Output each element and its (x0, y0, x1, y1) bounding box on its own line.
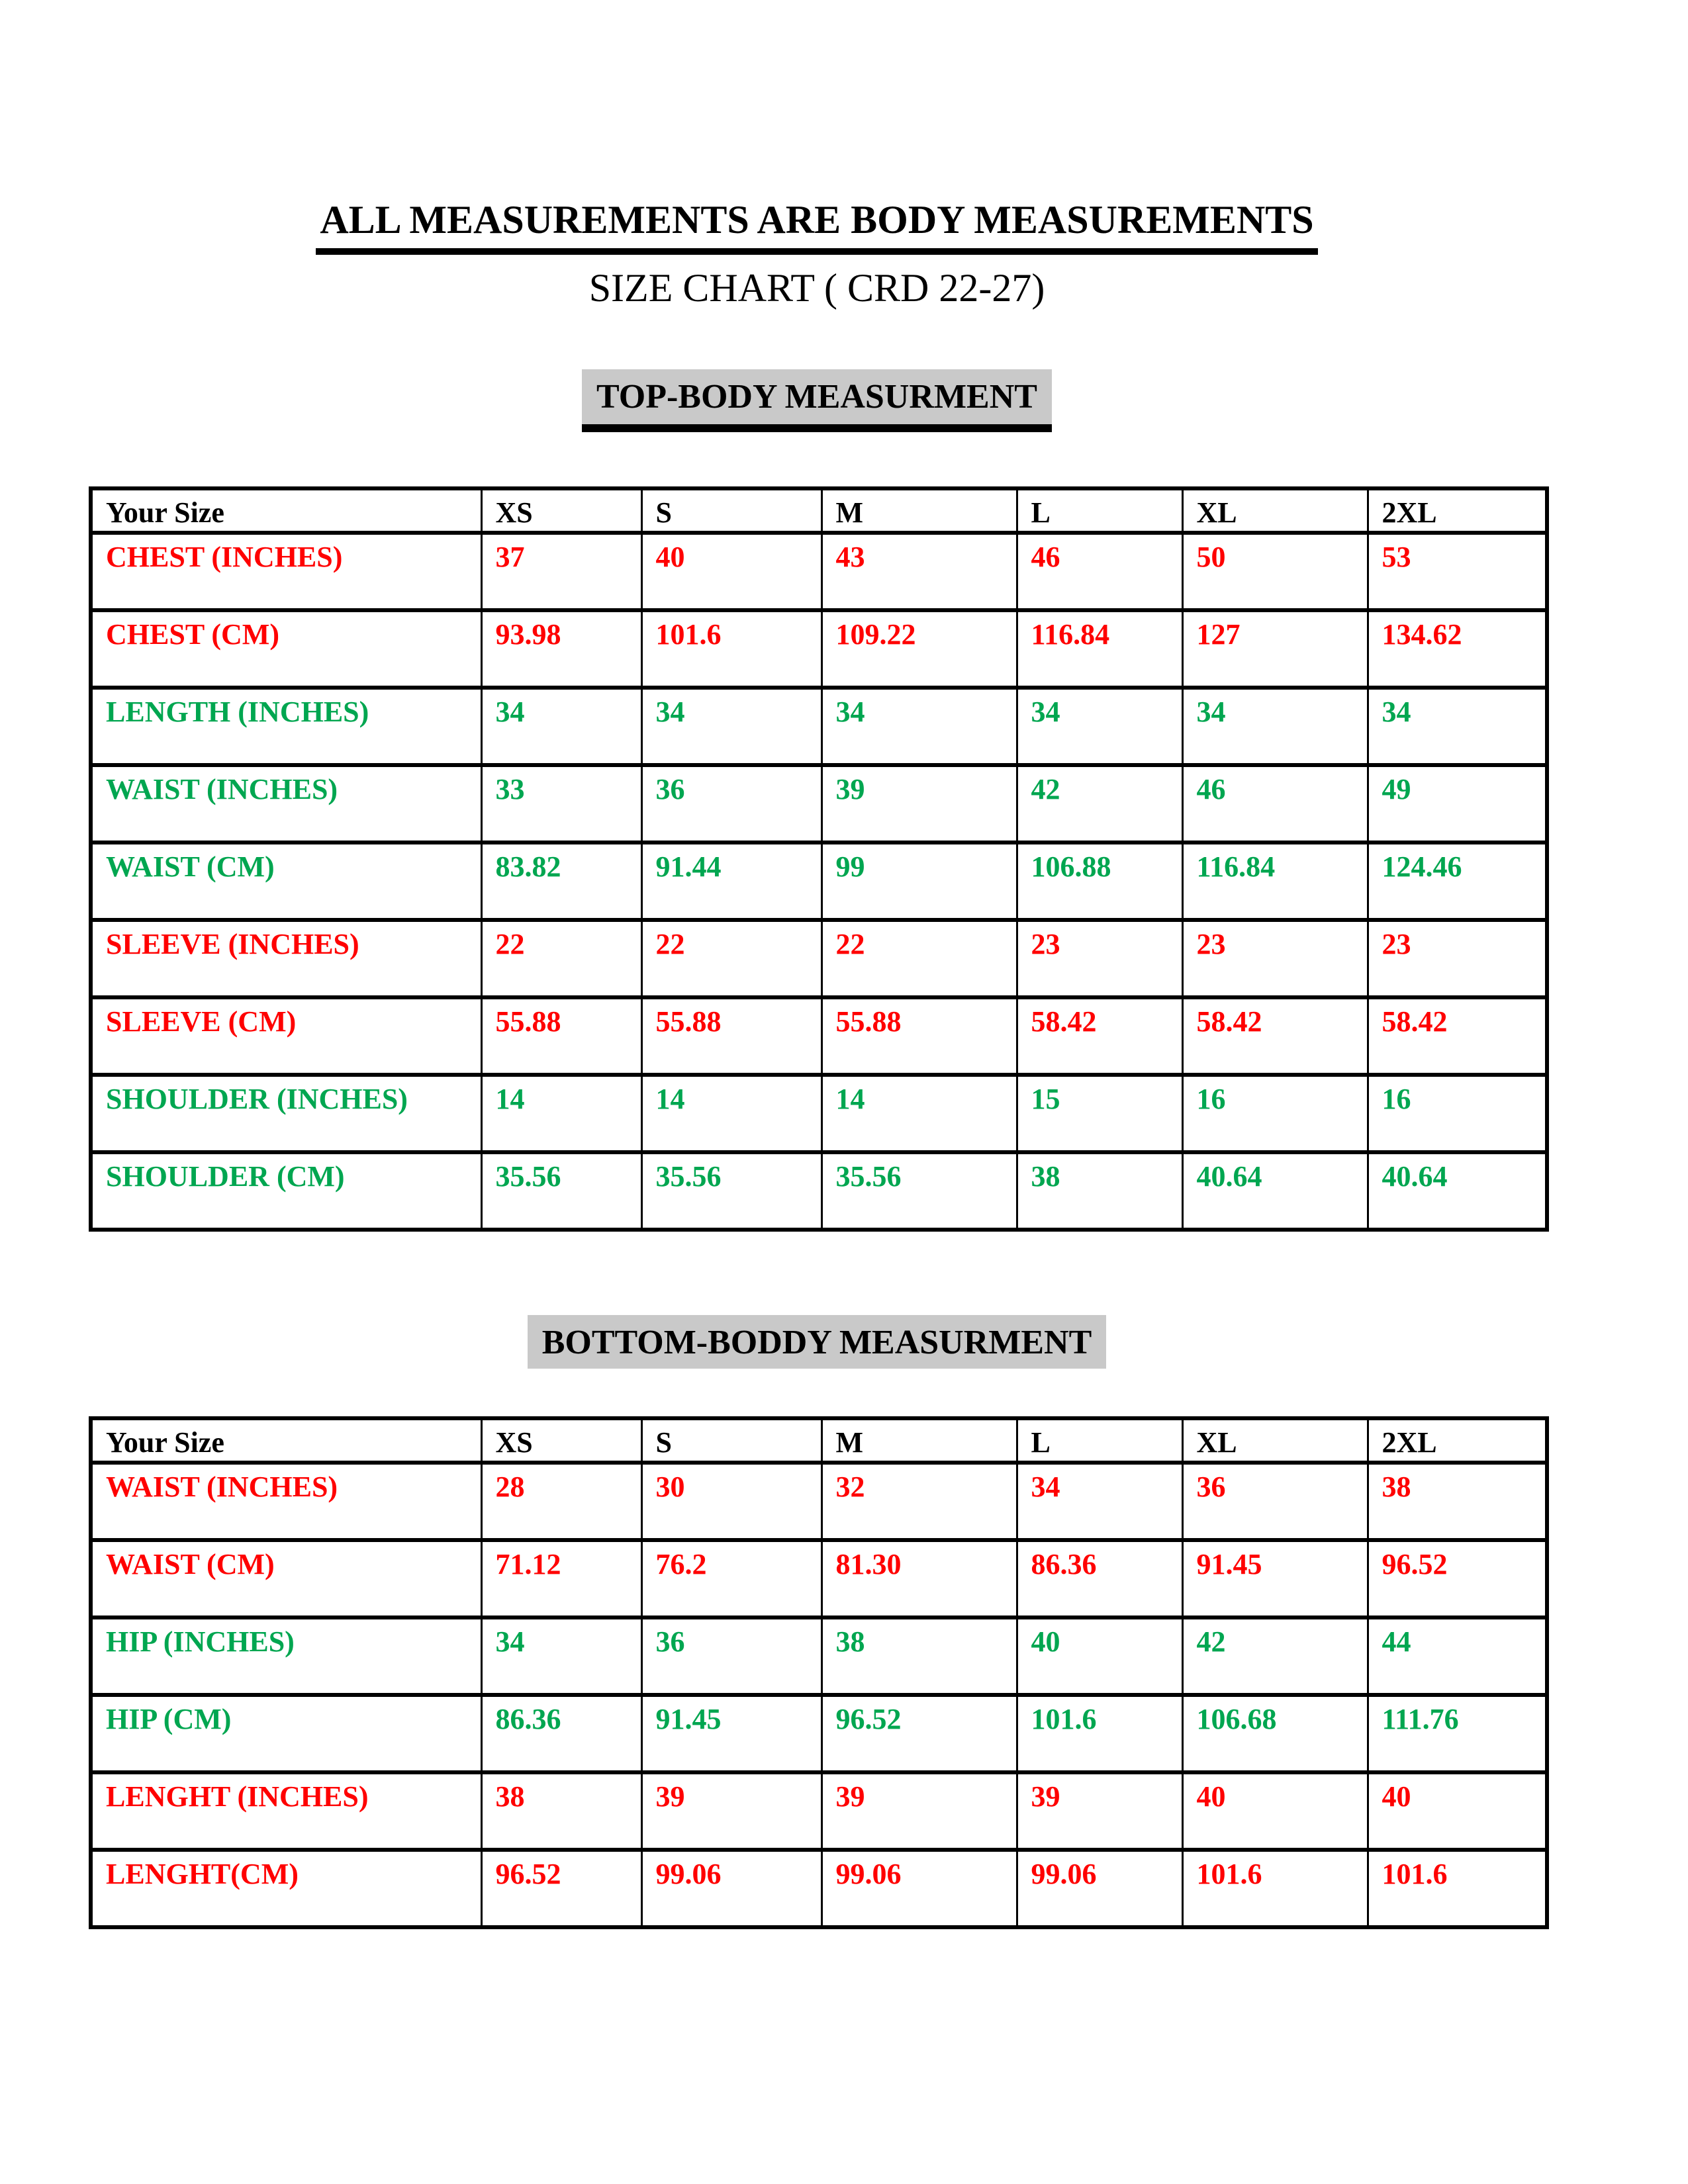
value-cell: 38 (481, 1772, 641, 1850)
value-cell: 34 (481, 688, 641, 765)
section-heading-bottom-body-text: BOTTOM-BODDY MEASURMENT (528, 1315, 1107, 1369)
value-cell: 30 (641, 1463, 821, 1540)
table-row (91, 1695, 1547, 1772)
size-column-header: XL (1182, 1418, 1368, 1463)
document-subtitle: SIZE CHART ( CRD 22-27) (588, 266, 1045, 310)
table-row (91, 842, 1547, 920)
value-cell: 14 (481, 1075, 641, 1152)
row-label: LENGHT(CM) (91, 1850, 481, 1927)
value-cell: 38 (1017, 1152, 1182, 1230)
value-cell: 38 (1368, 1463, 1547, 1540)
table-row (91, 1850, 1547, 1927)
value-cell: 34 (641, 688, 821, 765)
table-row (91, 997, 1547, 1075)
value-cell: 91.45 (1182, 1540, 1368, 1617)
value-cell: 36 (641, 1617, 821, 1695)
value-cell: 116.84 (1182, 842, 1368, 920)
value-cell: 35.56 (641, 1152, 821, 1230)
row-label: SLEEVE (CM) (91, 997, 481, 1075)
value-cell: 22 (821, 920, 1017, 997)
value-cell: 127 (1182, 610, 1368, 688)
value-cell: 99.06 (1017, 1850, 1182, 1927)
document-title-text: ALL MEASUREMENTS ARE BODY MEASUREMENTS (316, 197, 1317, 255)
value-cell: 86.36 (481, 1695, 641, 1772)
table-row (91, 533, 1547, 610)
value-cell: 39 (821, 1772, 1017, 1850)
size-column-header: S (641, 1418, 821, 1463)
table-row (91, 1617, 1547, 1695)
value-cell: 39 (641, 1772, 821, 1850)
value-cell: 34 (1017, 1463, 1182, 1540)
row-label: WAIST (CM) (91, 842, 481, 920)
row-label: SLEEVE (INCHES) (91, 920, 481, 997)
value-cell: 96.52 (821, 1695, 1017, 1772)
value-cell: 14 (641, 1075, 821, 1152)
row-label: SHOULDER (INCHES) (91, 1075, 481, 1152)
value-cell: 40 (1017, 1617, 1182, 1695)
value-cell: 91.45 (641, 1695, 821, 1772)
value-cell: 34 (821, 688, 1017, 765)
value-cell: 93.98 (481, 610, 641, 688)
value-cell: 81.30 (821, 1540, 1017, 1617)
header-row (91, 488, 1547, 533)
value-cell: 101.6 (641, 610, 821, 688)
value-cell: 35.56 (821, 1152, 1017, 1230)
value-cell: 40 (641, 533, 821, 610)
size-column-header: XS (481, 488, 641, 533)
row-label: SHOULDER (CM) (91, 1152, 481, 1230)
table-row (91, 920, 1547, 997)
value-cell: 34 (1017, 688, 1182, 765)
size-column-header: XL (1182, 488, 1368, 533)
row-label: LENGTH (INCHES) (91, 688, 481, 765)
size-column-header: S (641, 488, 821, 533)
value-cell: 38 (821, 1617, 1017, 1695)
document-title (89, 197, 1545, 255)
value-cell: 34 (481, 1617, 641, 1695)
value-cell: 116.84 (1017, 610, 1182, 688)
value-cell: 55.88 (641, 997, 821, 1075)
value-cell: 22 (481, 920, 641, 997)
value-cell: 46 (1017, 533, 1182, 610)
value-cell: 32 (821, 1463, 1017, 1540)
value-cell: 58.42 (1368, 997, 1547, 1075)
top-body-table (89, 486, 1549, 1232)
value-cell: 53 (1368, 533, 1547, 610)
value-cell: 23 (1017, 920, 1182, 997)
row-label: WAIST (CM) (91, 1540, 481, 1617)
value-cell: 96.52 (1368, 1540, 1547, 1617)
value-cell: 22 (641, 920, 821, 997)
row-label: HIP (CM) (91, 1695, 481, 1772)
table-row (91, 1463, 1547, 1540)
header-row (91, 1418, 1547, 1463)
value-cell: 124.46 (1368, 842, 1547, 920)
value-cell: 86.36 (1017, 1540, 1182, 1617)
table-row (91, 610, 1547, 688)
value-cell: 55.88 (821, 997, 1017, 1075)
value-cell: 33 (481, 765, 641, 842)
value-cell: 35.56 (481, 1152, 641, 1230)
row-label: WAIST (INCHES) (91, 1463, 481, 1540)
value-cell: 106.68 (1182, 1695, 1368, 1772)
section-heading-top-body-text: TOP-BODY MEASURMENT (582, 369, 1052, 432)
value-cell: 76.2 (641, 1540, 821, 1617)
value-cell: 40 (1368, 1772, 1547, 1850)
value-cell: 43 (821, 533, 1017, 610)
value-cell: 99 (821, 842, 1017, 920)
row-label: WAIST (INCHES) (91, 765, 481, 842)
value-cell: 106.88 (1017, 842, 1182, 920)
value-cell: 58.42 (1182, 997, 1368, 1075)
value-cell: 34 (1182, 688, 1368, 765)
value-cell: 16 (1368, 1075, 1547, 1152)
value-cell: 101.6 (1017, 1695, 1182, 1772)
row-label: CHEST (INCHES) (91, 533, 481, 610)
value-cell: 39 (821, 765, 1017, 842)
section-heading-bottom-body (89, 1315, 1545, 1369)
table-row (91, 688, 1547, 765)
size-column-header: 2XL (1368, 488, 1547, 533)
size-column-header: M (821, 1418, 1017, 1463)
value-cell: 109.22 (821, 610, 1017, 688)
value-cell: 15 (1017, 1075, 1182, 1152)
value-cell: 39 (1017, 1772, 1182, 1850)
size-label-header: Your Size (91, 1418, 481, 1463)
value-cell: 83.82 (481, 842, 641, 920)
row-label: LENGHT (INCHES) (91, 1772, 481, 1850)
value-cell: 134.62 (1368, 610, 1547, 688)
table-row (91, 1152, 1547, 1230)
value-cell: 96.52 (481, 1850, 641, 1927)
value-cell: 40 (1182, 1772, 1368, 1850)
value-cell: 44 (1368, 1617, 1547, 1695)
value-cell: 36 (1182, 1463, 1368, 1540)
value-cell: 111.76 (1368, 1695, 1547, 1772)
row-label: CHEST (CM) (91, 610, 481, 688)
size-column-header: L (1017, 488, 1182, 533)
value-cell: 99.06 (821, 1850, 1017, 1927)
value-cell: 34 (1368, 688, 1547, 765)
value-cell: 37 (481, 533, 641, 610)
size-column-header: L (1017, 1418, 1182, 1463)
size-column-header: 2XL (1368, 1418, 1547, 1463)
table-row (91, 765, 1547, 842)
value-cell: 101.6 (1182, 1850, 1368, 1927)
section-heading-top-body (89, 369, 1545, 432)
value-cell: 58.42 (1017, 997, 1182, 1075)
value-cell: 99.06 (641, 1850, 821, 1927)
value-cell: 28 (481, 1463, 641, 1540)
row-label: HIP (INCHES) (91, 1617, 481, 1695)
size-label-header: Your Size (91, 488, 481, 533)
table-row (91, 1540, 1547, 1617)
value-cell: 42 (1182, 1617, 1368, 1695)
value-cell: 14 (821, 1075, 1017, 1152)
value-cell: 49 (1368, 765, 1547, 842)
value-cell: 46 (1182, 765, 1368, 842)
value-cell: 40.64 (1182, 1152, 1368, 1230)
value-cell: 71.12 (481, 1540, 641, 1617)
size-column-header: M (821, 488, 1017, 533)
value-cell: 40.64 (1368, 1152, 1547, 1230)
value-cell: 50 (1182, 533, 1368, 610)
value-cell: 16 (1182, 1075, 1368, 1152)
value-cell: 55.88 (481, 997, 641, 1075)
table-row (91, 1075, 1547, 1152)
value-cell: 23 (1368, 920, 1547, 997)
value-cell: 42 (1017, 765, 1182, 842)
bottom-body-table (89, 1416, 1549, 1929)
size-column-header: XS (481, 1418, 641, 1463)
value-cell: 23 (1182, 920, 1368, 997)
table-row (91, 1772, 1547, 1850)
value-cell: 91.44 (641, 842, 821, 920)
value-cell: 36 (641, 765, 821, 842)
value-cell: 101.6 (1368, 1850, 1547, 1927)
